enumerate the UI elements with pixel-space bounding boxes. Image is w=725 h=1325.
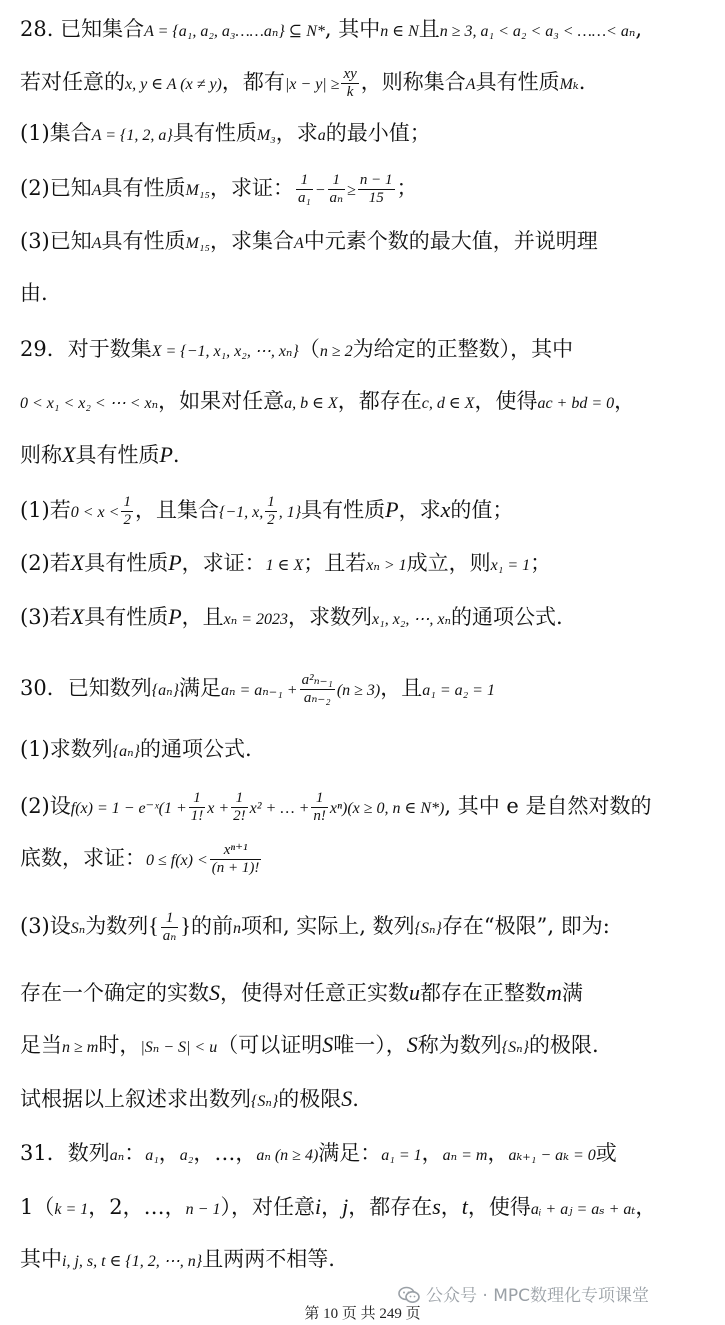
p28-line-2 — [20, 66, 711, 101]
p30-line-6 — [20, 978, 711, 1008]
text: 且两两不相等. — [202, 1247, 335, 1271]
text: （可以证明 — [217, 1033, 323, 1057]
formula: M₁₅ — [185, 182, 210, 199]
fraction-numerator: 1 — [328, 172, 346, 190]
text: 则称 — [20, 443, 62, 467]
formula: a₁ = 1 — [381, 1147, 422, 1164]
text: 具有性质 — [301, 498, 386, 522]
text: 为给定的正整数），其中 — [352, 337, 574, 361]
p28-line-4 — [20, 172, 711, 207]
formula: S — [209, 980, 220, 1005]
formula: n − 1 — [185, 1201, 221, 1218]
formula: a, b ∈ X — [284, 395, 338, 412]
fraction — [311, 790, 328, 825]
formula: X = {−1, x₁, x₂, ⋯, xₙ} — [151, 343, 299, 360]
p30-line-5 — [20, 904, 711, 951]
formula: A = {a₁, a₂, a₃……aₙ} ⊆ N* — [144, 23, 325, 40]
p31-line-2 — [20, 1192, 711, 1225]
text: ，求 — [275, 121, 318, 145]
text: ； — [396, 176, 418, 200]
text: 28. 已知集合 — [20, 17, 145, 41]
text: ，且集合 — [134, 498, 219, 522]
text: 的通项公式. — [140, 737, 252, 761]
formula: a₂ — [179, 1147, 194, 1164]
text: (1)集合 — [20, 121, 92, 145]
formula: n ≥ m — [62, 1039, 99, 1056]
formula: (n ≥ 3) — [336, 682, 381, 699]
text: 具有性质 — [101, 176, 186, 200]
p28-line-6 — [20, 278, 711, 308]
text: ，使得 — [474, 389, 538, 413]
text: (1)求数列 — [20, 737, 113, 761]
text: ， — [614, 389, 636, 413]
fraction-numerator: 1 — [189, 790, 206, 808]
p30-line-2 — [20, 734, 711, 767]
p30-line-1 — [20, 668, 711, 711]
fraction-numerator: 1 — [123, 494, 131, 510]
formula: aₙ = m — [442, 1147, 488, 1164]
formula: xⁿ)(x ≥ 0, n ∈ N*) — [329, 800, 445, 817]
fraction-numerator: 1 — [231, 790, 248, 808]
p28-line-1 — [20, 14, 711, 47]
text: ，使得 — [467, 1195, 531, 1219]
p30-line-7 — [20, 1030, 711, 1063]
formula: {aₙ} — [112, 743, 141, 760]
text: 29．对于数集 — [20, 337, 152, 361]
formula: 0 ≤ f(x) < — [146, 852, 208, 869]
formula: M₃ — [256, 127, 276, 144]
text: 的极限 — [278, 1087, 342, 1111]
fraction-denominator: 15 — [368, 190, 384, 206]
text: . — [172, 443, 180, 467]
text: ，求证： — [209, 176, 294, 200]
formula: Sₙ — [70, 920, 86, 937]
text: ，都有 — [221, 70, 285, 94]
formula: n — [232, 920, 241, 937]
text: 其中 — [20, 1247, 62, 1271]
formula: t — [461, 1194, 468, 1219]
text: 的前 — [190, 914, 233, 938]
formula: x₁, x₂, ⋯, xₙ — [372, 611, 451, 628]
fraction-denominator: aₙ₋₂ — [303, 690, 331, 706]
formula: X — [62, 442, 76, 467]
formula: a₁ = a₂ = 1 — [422, 682, 495, 699]
fraction-numerator: 1 — [311, 790, 328, 808]
formula: aₙ = aₙ₋₁ + — [221, 682, 298, 699]
fraction — [296, 172, 313, 207]
text: ， — [321, 1195, 343, 1219]
text: 具有性质 — [475, 70, 560, 94]
p28-line-5 — [20, 226, 711, 259]
text: ，且 — [181, 605, 224, 629]
text: ；且若 — [303, 551, 367, 575]
brace: } — [180, 913, 191, 938]
fraction — [300, 672, 335, 707]
formula: ≥ — [347, 182, 356, 199]
formula: n ≥ 2 — [319, 343, 353, 360]
fraction-numerator: 1 — [267, 494, 275, 510]
text: ，求集合 — [209, 229, 294, 253]
formula: {−1, x, — [218, 504, 264, 521]
brace: { — [148, 913, 159, 938]
formula: A = {1, 2, a} — [91, 127, 173, 144]
fraction — [231, 790, 248, 825]
formula: S — [406, 1032, 418, 1057]
formula: P — [159, 442, 173, 467]
formula: aₖ₊₁ − aₖ = 0 — [508, 1147, 596, 1164]
text: ，求数列 — [288, 605, 373, 629]
formula: {Sₙ} — [501, 1039, 529, 1056]
text: ： — [124, 1141, 146, 1165]
text: 中元素个数的最大值，并说明理 — [303, 229, 598, 253]
formula: x, y ∈ A (x ≠ y) — [125, 76, 222, 93]
formula: x² + … + — [249, 800, 310, 817]
text: ），对任意 — [220, 1195, 315, 1219]
watermark-text: 公众号 · MPC数理化专项课堂 — [426, 1286, 650, 1306]
text: 31．数列 — [20, 1141, 110, 1165]
text: ， — [487, 1141, 509, 1165]
text: ，如果对任意 — [158, 389, 285, 413]
page-number: 第 10 页 共 249 页 — [304, 1306, 421, 1322]
fraction-numerator: xⁿ⁺¹ — [210, 842, 262, 860]
fraction-denominator: n! — [313, 808, 326, 824]
formula: a — [317, 127, 326, 144]
formula: P — [168, 550, 182, 575]
formula: i — [314, 1194, 322, 1219]
fraction-denominator: 2 — [123, 512, 131, 528]
fraction-denominator: 2! — [233, 808, 246, 824]
formula: n ≥ 3, a₁ < a₂ < a₃ < ……< aₙ — [439, 23, 636, 40]
formula: n ∈ N — [380, 23, 419, 40]
p29-line-2 — [20, 386, 711, 419]
text: ； — [530, 551, 552, 575]
p29-line-5 — [20, 548, 711, 581]
text: ， — [440, 1195, 462, 1219]
formula: x — [440, 497, 451, 522]
fraction — [358, 172, 395, 207]
text: 成立，则 — [406, 551, 491, 575]
text: 30．已知数列 — [20, 676, 152, 700]
formula: |Sₙ − S| < u — [140, 1039, 218, 1056]
formula: − — [314, 182, 326, 199]
fraction-denominator: 2 — [267, 512, 275, 528]
formula: aₙ — [109, 1147, 125, 1164]
text: 满足 — [179, 676, 222, 700]
formula: aᵢ + aⱼ = aₛ + aₜ — [530, 1201, 636, 1218]
text: ， — [421, 1141, 443, 1165]
text: 由. — [20, 281, 48, 305]
text: 存在“极限”, 即为: — [441, 914, 610, 938]
fraction — [210, 842, 262, 877]
fraction-numerator: n − 1 — [359, 172, 393, 188]
text: ，且 — [380, 676, 423, 700]
p30-line-8 — [20, 1084, 711, 1117]
fraction-numerator: 1 — [296, 172, 313, 190]
text: 满 — [561, 981, 583, 1005]
text: ，则称集合 — [360, 70, 466, 94]
fraction-numerator: xy — [343, 66, 357, 82]
text: 时， — [98, 1033, 141, 1057]
formula: {Sₙ} — [251, 1093, 279, 1110]
text: , 其中 — [324, 17, 381, 41]
text: 若对任意的 — [20, 70, 125, 94]
formula: xₙ = 2023 — [223, 611, 289, 628]
formula: x₁ = 1 — [490, 557, 531, 574]
text: 为数列 — [85, 914, 149, 938]
text: (3)已知 — [20, 229, 92, 253]
fraction — [121, 494, 133, 529]
formula: M₁₅ — [185, 235, 210, 252]
formula: S — [341, 1086, 353, 1111]
text: ，2，…， — [88, 1195, 186, 1219]
text: 1（ — [20, 1195, 55, 1219]
formula: A — [465, 76, 476, 93]
p30-line-3 — [20, 786, 711, 829]
formula: 0 < x < — [70, 504, 120, 521]
formula: , 1} — [278, 504, 302, 521]
text: 的通项公式. — [450, 605, 563, 629]
text: 都存在正整数 — [420, 981, 546, 1005]
text: ，使得对任意正实数 — [220, 981, 409, 1005]
fraction-numerator: a²ₙ₋₁ — [301, 672, 333, 688]
formula: 1 ∈ X — [265, 557, 304, 574]
p29-line-1 — [20, 334, 711, 367]
text: ，…， — [193, 1141, 257, 1165]
fraction-denominator: (n + 1)! — [211, 860, 260, 876]
text: ，都存在 — [337, 389, 422, 413]
text: 具有性质 — [172, 121, 257, 145]
p30-line-4 — [20, 838, 711, 881]
text: 底数，求证： — [20, 846, 146, 870]
text: ， — [158, 1141, 180, 1165]
fraction — [265, 494, 277, 529]
text: 唯一）， — [333, 1033, 407, 1057]
fraction-denominator: aₙ — [329, 190, 344, 206]
text: (3)设 — [20, 914, 71, 938]
text: (1)若 — [20, 498, 71, 522]
text: 足当 — [20, 1033, 62, 1057]
fraction — [189, 790, 206, 825]
formula: s — [432, 1194, 441, 1219]
text: ，求 — [398, 498, 441, 522]
p31-line-3 — [20, 1244, 711, 1277]
formula: A — [293, 235, 304, 252]
text: 具有性质 — [84, 551, 169, 575]
text: , 其中 e 是自然对数的 — [444, 794, 652, 818]
p31-line-1 — [20, 1138, 711, 1171]
formula: X — [70, 604, 85, 629]
formula: u — [409, 980, 420, 1005]
text: 称为数列 — [417, 1033, 502, 1057]
fraction-denominator: 1! — [190, 808, 204, 824]
text: , — [635, 17, 643, 41]
text: (2)若 — [20, 551, 71, 575]
p29-line-4 — [20, 494, 711, 529]
p29-line-6 — [20, 602, 711, 635]
formula: Mₖ — [559, 76, 579, 93]
text: （ — [298, 337, 320, 361]
text: 存在一个确定的实数 — [20, 981, 209, 1005]
formula: 0 < x₁ < x₂ < ⋯ < xₙ — [20, 395, 159, 412]
text: 具有性质 — [75, 443, 160, 467]
formula: X — [70, 550, 85, 575]
formula: ac + bd = 0 — [537, 395, 615, 412]
formula: x + — [207, 800, 230, 817]
fraction-denominator: k — [346, 84, 354, 100]
fraction-denominator: a₁ — [297, 190, 311, 206]
text: ，求证： — [181, 551, 266, 575]
text: 满足： — [318, 1141, 382, 1165]
text: 的极限. — [529, 1033, 599, 1057]
text: 的值； — [450, 498, 514, 522]
formula: A — [91, 235, 102, 252]
formula: {Sₙ} — [414, 920, 442, 937]
p29-line-3 — [20, 440, 711, 470]
formula: k = 1 — [54, 1201, 89, 1218]
text: . — [352, 1087, 359, 1111]
text: . — [578, 70, 586, 94]
formula: xₙ > 1 — [366, 557, 407, 574]
formula: a₁ — [145, 1147, 159, 1164]
text: (2)已知 — [20, 176, 92, 200]
p28-line-3 — [20, 118, 711, 151]
text: (3)若 — [20, 605, 71, 629]
formula: |x − y| ≥ — [284, 76, 340, 93]
fraction-denominator: aₙ — [162, 928, 177, 944]
text: 项和, 实际上, 数列 — [240, 914, 415, 938]
text: 试根据以上叙述求出数列 — [20, 1087, 251, 1111]
fraction-numerator: 1 — [161, 910, 179, 928]
text: 且 — [418, 17, 440, 41]
fraction — [328, 172, 346, 207]
formula: A — [91, 182, 102, 199]
formula: S — [322, 1032, 334, 1057]
text: ， — [635, 1195, 657, 1219]
text: 或 — [595, 1141, 617, 1165]
formula: j — [342, 1194, 349, 1219]
formula: aₙ (n ≥ 4) — [256, 1147, 319, 1164]
text: ，都存在 — [348, 1195, 433, 1219]
formula: i, j, s, t ∈ {1, 2, ⋯, n} — [62, 1253, 203, 1270]
text: 具有性质 — [101, 229, 186, 253]
fraction — [341, 66, 358, 101]
text: 具有性质 — [84, 605, 169, 629]
formula: P — [385, 497, 399, 522]
formula: {aₙ} — [151, 682, 180, 699]
formula: f(x) = 1 − e⁻ˣ(1 + — [70, 800, 187, 817]
formula: P — [168, 604, 182, 629]
text: (2)设 — [20, 794, 71, 818]
formula: m — [546, 980, 562, 1005]
formula: c, d ∈ X — [421, 395, 475, 412]
text: 的最小值； — [325, 121, 431, 145]
fraction — [161, 910, 179, 945]
